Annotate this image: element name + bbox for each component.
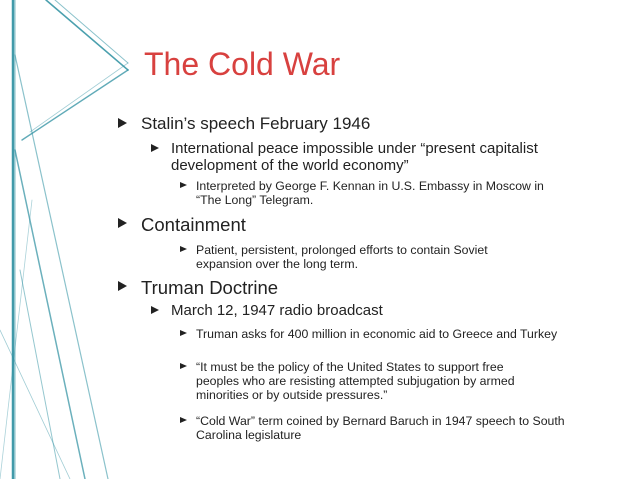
bullet-stalin-speech: [118, 114, 601, 133]
right-arrow-icon: [180, 330, 187, 336]
bullet-cold-war-term: [180, 414, 568, 442]
right-arrow-icon: [180, 363, 187, 369]
bullet-text: Interpreted by George F. Kennan in U.S. Embassy in Moscow in “The Long” Telegram.: [196, 179, 544, 207]
bullet-text: Stalin’s speech February 1946: [141, 114, 371, 133]
bullet-text: “It must be the policy of the United States to support free peoples who are resisting attempted subjugation by armed minorities or by outside pressures.”: [196, 360, 515, 402]
right-arrow-icon: [180, 246, 187, 252]
right-arrow-icon: [118, 118, 127, 128]
right-arrow-icon: [180, 417, 187, 423]
right-arrow-icon: [118, 281, 127, 291]
right-arrow-icon: [151, 144, 159, 152]
bullet-text: Truman asks for 400 million in economic aid to Greece and Turkey: [196, 327, 558, 341]
right-arrow-icon: [180, 182, 187, 188]
bullet-radio-broadcast: [151, 302, 571, 319]
bullet-truman-doctrine: [118, 277, 601, 298]
bullet-text: Truman Doctrine: [141, 277, 279, 298]
bullet-kennan-telegram: [180, 179, 568, 207]
bullet-containment-detail: [180, 243, 526, 271]
bullet-text: Containment: [141, 214, 246, 235]
bullet-economic-aid: [180, 327, 568, 341]
bullet-international-peace: [151, 140, 571, 174]
bullet-text: Patient, persistent, prolonged efforts to contain Soviet expansion over the long term.: [196, 243, 488, 271]
bullet-policy-quote: [180, 360, 541, 402]
bullet-text: March 12, 1947 radio broadcast: [171, 302, 383, 319]
bullet-containment: [118, 214, 601, 235]
bullet-text: International peace impossible under “present capitalist development of the world economy”: [171, 140, 538, 174]
bullet-text: “Cold War” term coined by Bernard Baruch in 1947 speech to South Carolina legislature: [196, 414, 565, 442]
slide-title: The Cold War: [144, 46, 341, 82]
right-arrow-icon: [151, 306, 159, 314]
teal-line-decoration: [0, 0, 130, 479]
right-arrow-icon: [118, 218, 127, 228]
